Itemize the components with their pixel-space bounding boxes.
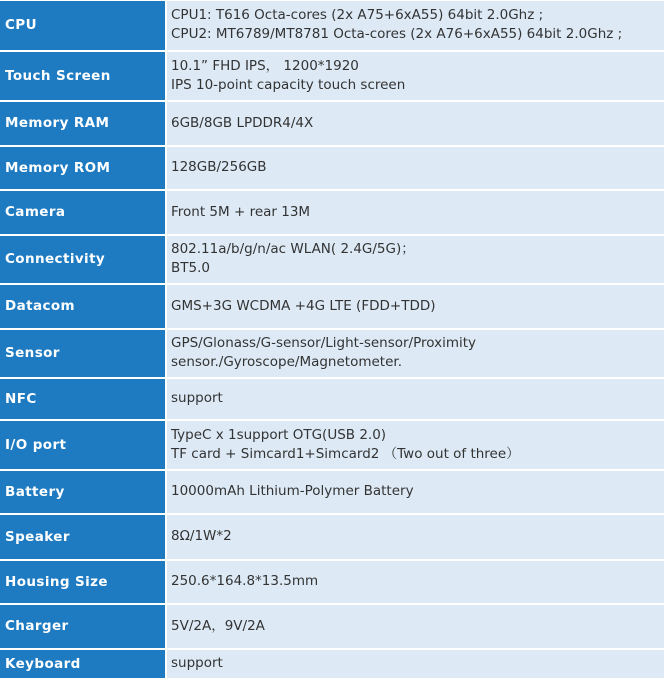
spec-value: [166, 329, 664, 378]
spec-value-line: BT5.0: [171, 260, 210, 276]
spec-value-line: 802.11a/b/g/n/ac WLAN( 2.4G/5G)；: [171, 241, 415, 257]
spec-value-line: TF card + Simcard1+Simcard2 （Two out of three）: [171, 445, 520, 462]
spec-label: Datacom: [0, 284, 166, 329]
spec-row-datacom: [0, 284, 664, 329]
spec-row-cpu: [0, 1, 664, 51]
spec-value-line: 10000mAh Lithium-Polymer Battery: [171, 483, 414, 499]
spec-label: Keyboard: [0, 649, 166, 679]
spec-label: Housing Size: [0, 560, 166, 604]
spec-label: Charger: [0, 604, 166, 649]
spec-value-line: Front 5M + rear 13M: [171, 203, 311, 220]
spec-label: I/O port: [0, 420, 166, 470]
spec-value: [166, 470, 664, 514]
spec-value-line: 8Ω/1W*2: [171, 528, 232, 544]
spec-row-memory-ram: [0, 101, 664, 146]
spec-row-sensor: [0, 329, 664, 378]
spec-value: [166, 560, 664, 604]
spec-row-housing-size: [0, 560, 664, 604]
spec-row-nfc: [0, 378, 664, 420]
spec-label: Connectivity: [0, 235, 166, 284]
spec-row-touch-screen: [0, 51, 664, 101]
spec-value: [166, 378, 664, 420]
spec-value: [166, 51, 664, 101]
spec-label: Sensor: [0, 329, 166, 378]
spec-value: [166, 604, 664, 649]
spec-value-line: 250.6*164.8*13.5mm: [171, 573, 319, 589]
spec-row-connectivity: [0, 235, 664, 284]
spec-label: Camera: [0, 190, 166, 235]
spec-value-line: sensor./Gyroscope/Magnetometer.: [171, 354, 403, 370]
spec-row-keyboard: [0, 649, 664, 679]
spec-value: [166, 1, 664, 51]
spec-row-memory-rom: [0, 146, 664, 190]
spec-label: NFC: [0, 378, 166, 420]
spec-value-line: GPS/Glonass/G-sensor/Light-sensor/Proximity: [171, 335, 477, 351]
spec-label: Memory ROM: [0, 146, 166, 190]
spec-value-line: CPU1: T616 Octa-cores (2x A75+6xA55) 64bit 2.0Ghz ;: [171, 7, 544, 24]
spec-value-line: 10.1” FHD IPS， 1200*1920: [171, 57, 359, 74]
spec-row-battery: [0, 470, 664, 514]
spec-value: [166, 190, 664, 235]
spec-value-line: support: [171, 655, 223, 671]
spec-value-line: IPS 10-point capacity touch screen: [171, 76, 406, 93]
spec-value: [166, 101, 664, 146]
spec-value-line: 5V/2A，9V/2A: [171, 617, 265, 634]
spec-value-line: CPU2: MT6789/MT8781 Octa-cores (2x A76+6xA55) 64bit 2.0Ghz ;: [171, 26, 623, 43]
spec-value-line: TypeC x 1support OTG(USB 2.0): [171, 426, 387, 443]
spec-row-io-port: [0, 420, 664, 470]
spec-value-line: 6GB/8GB LPDDR4/4X: [171, 114, 314, 131]
spec-label: Touch Screen: [0, 51, 166, 101]
spec-label: Speaker: [0, 514, 166, 560]
spec-value: [166, 514, 664, 560]
spec-label: Memory RAM: [0, 101, 166, 146]
spec-row-charger: [0, 604, 664, 649]
spec-value-line: support: [171, 390, 223, 406]
spec-value: [166, 146, 664, 190]
spec-label: CPU: [0, 1, 166, 51]
spec-label: Battery: [0, 470, 166, 514]
spec-row-speaker: [0, 514, 664, 560]
spec-value: [166, 420, 664, 470]
spec-value-line: 128GB/256GB: [171, 159, 267, 175]
spec-value-line: GMS+3G WCDMA +4G LTE (FDD+TDD): [171, 297, 436, 314]
spec-value: [166, 235, 664, 284]
spec-value: [166, 284, 664, 329]
spec-value: [166, 649, 664, 679]
spec-row-camera: [0, 190, 664, 235]
